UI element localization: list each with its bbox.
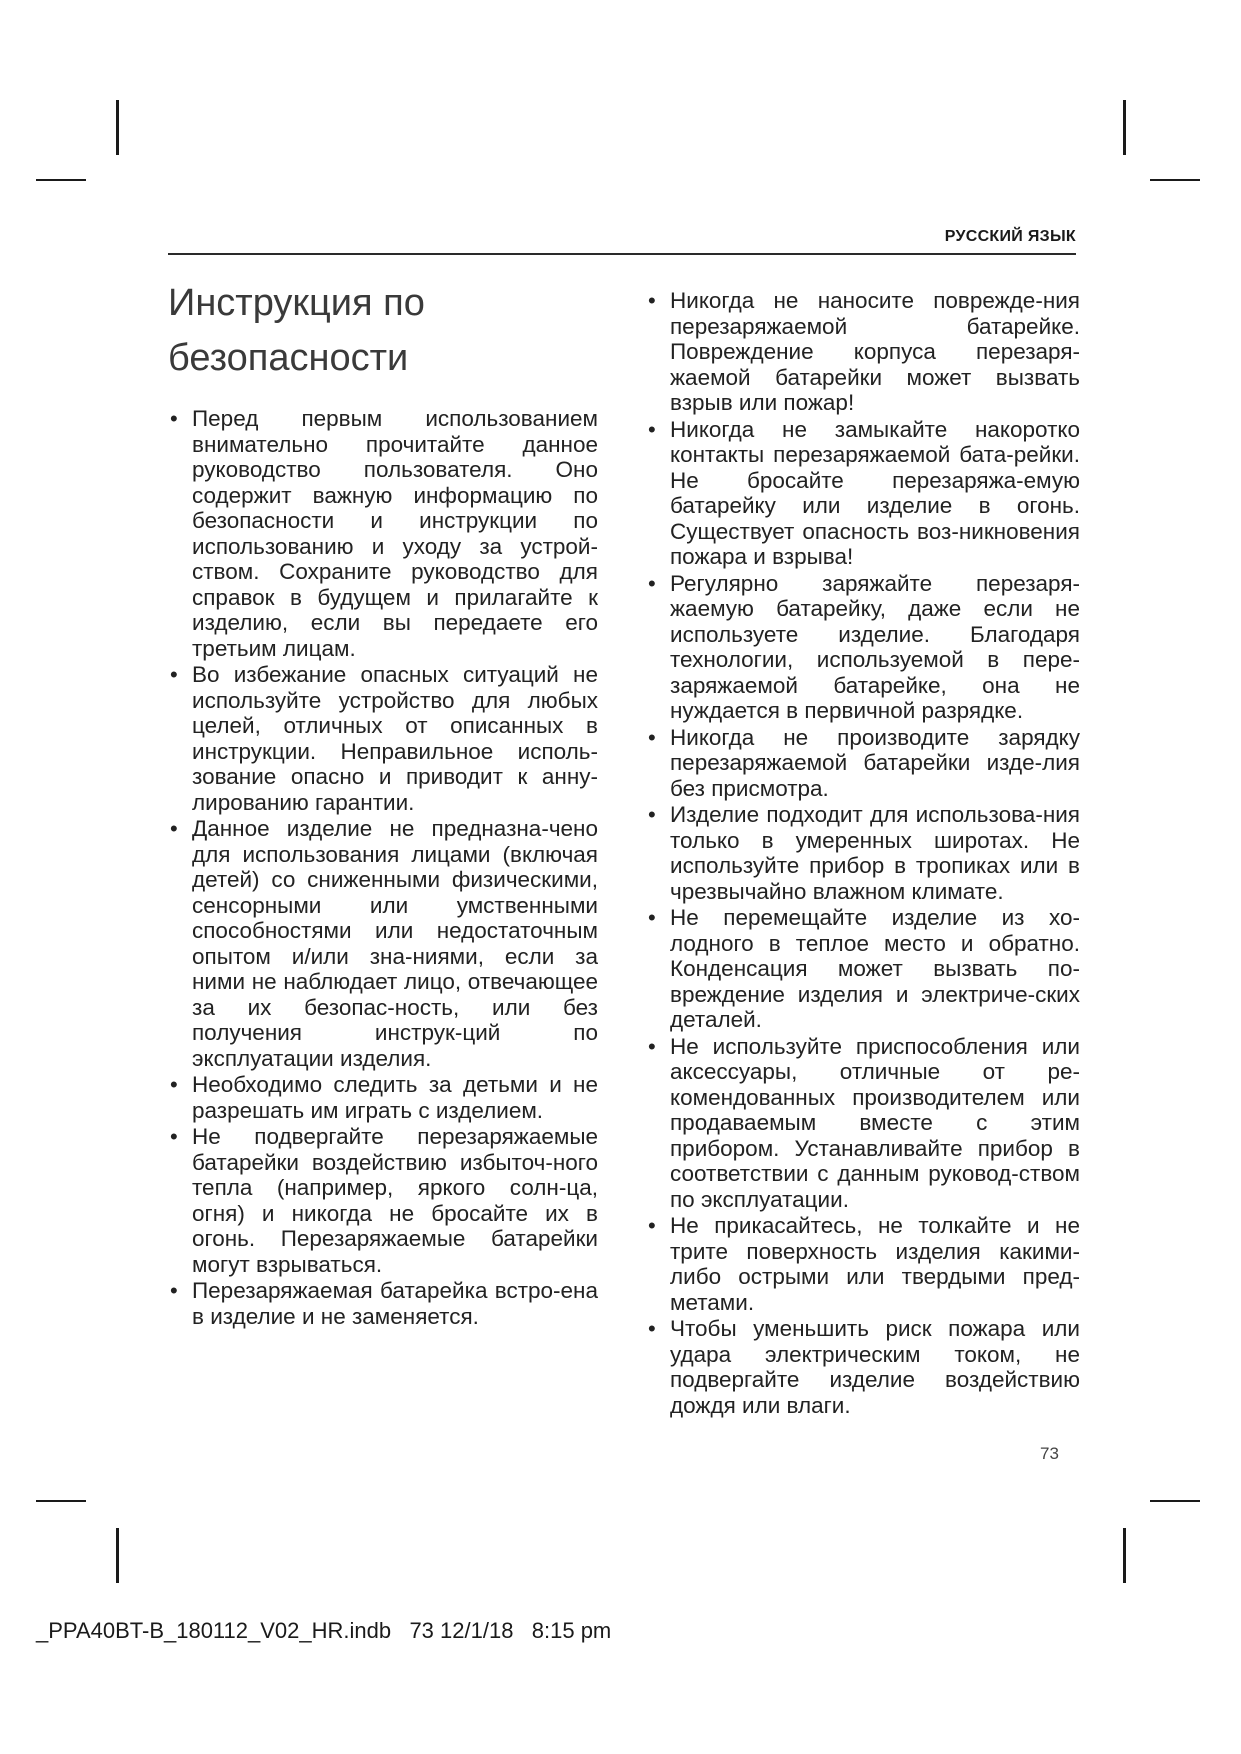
crop-mark-top-left-horizontal [36, 179, 86, 181]
crop-mark-bottom-left-horizontal [36, 1500, 86, 1502]
crop-mark-top-right-horizontal [1150, 179, 1200, 181]
list-item: • Не используйте приспособления или аксессуары, отличные от ре-комендованных производителем или продаваемым вместе с этим прибором. Устанавливайте прибор в соответствии с данным руковод-ством по эксплуатации. [648, 1034, 1080, 1213]
crop-mark-top-left-vertical [116, 100, 119, 155]
page-title-line-1: Инструкция по [168, 282, 425, 324]
list-item: • Никогда не производите зарядку перезаряжаемой батарейки изде-лия без присмотра. [648, 725, 1080, 802]
footer-print-slug: _PPA40BT-B_180112_V02_HR.indb 73 12/1/18 8:15 pm [36, 1618, 612, 1643]
crop-mark-bottom-left-vertical [116, 1528, 119, 1583]
left-column-safety-list [170, 406, 598, 1330]
list-item: • Необходимо следить за детьми и не разрешать им играть с изделием. [170, 1072, 598, 1123]
list-item: • Никогда не наносите поврежде-ния перезаряжаемой батарейке. Повреждение корпуса перезаря-жаемой батарейки может вызвать взрыв или пожар! [648, 288, 1080, 416]
list-item: • Перезаряжаемая батарейка встро-ена в изделие и не заменяется. [170, 1278, 598, 1329]
language-header [168, 228, 1076, 255]
list-item: • Во избежание опасных ситуаций не используйте устройство для любых целей, отличных от описанных в инструкции. Неправильное исполь-зование опасно и приводит к анну-лированию гарантии. [170, 662, 598, 815]
crop-mark-bottom-right-vertical [1123, 1528, 1126, 1583]
list-item: • Данное изделие не предназна-чено для использования лицами (включая детей) со сниженными физическими, сенсорными или умственными способностями или недостаточным опытом и/или зна-ниями, если за ними не наблюдает лицо, отвечающее за их безопас-ность, или без получения инструк-ций по эксплуатации изделия. [170, 816, 598, 1071]
crop-mark-top-right-vertical [1123, 100, 1126, 155]
language-label: РУССКИЙ ЯЗЫК [944, 228, 1076, 245]
page-title-line-2: безопасности [168, 337, 409, 379]
right-column-safety-list [648, 288, 1080, 1419]
page-title [168, 276, 598, 386]
list-item: • Регулярно заряжайте перезаря-жаемую батарейку, даже если не используете изделие. Благодаря технологии, используемой в пере-заряжаемой батарейке, она не нуждается в первичной разрядке. [648, 571, 1080, 724]
list-item: • Перед первым использованием внимательно прочитайте данное руководство пользователя. Оно содержит важную информацию по безопасности и инструкции по использованию и уходу за устрой-ством. Сохраните руководство для справок в будущем и прилагайте к изделию, если вы передаете его третьим лицам. [170, 406, 598, 661]
list-item: • Чтобы уменьшить риск пожара или удара электрическим током, не подвергайте изделие воздействию дождя или влаги. [648, 1316, 1080, 1418]
list-item: • Не перемещайте изделие из хо-лодного в теплое место и обратно. Конденсация может вызвать по-вреждение изделия и электриче-ских деталей. [648, 905, 1080, 1033]
crop-mark-bottom-right-horizontal [1150, 1500, 1200, 1502]
list-item: • Не прикасайтесь, не толкайте и не трите поверхность изделия какими-либо острыми или твердыми пред-метами. [648, 1213, 1080, 1315]
list-item: • Никогда не замыкайте накоротко контакты перезаряжаемой бата-рейки. Не бросайте перезаряжа-емую батарейку или изделие в огонь. Существует опасность воз-никновения пожара и взрыва! [648, 417, 1080, 570]
list-item: • Изделие подходит для использова-ния только в умеренных широтах. Не используйте прибор в тропиках или в чрезвычайно влажном климате. [648, 802, 1080, 904]
page-number: 73 [1040, 1444, 1059, 1463]
list-item: • Не подвергайте перезаряжаемые батарейки воздействию избыточ-ного тепла (например, яркого солн-ца, огня) и никогда не бросайте их в огонь. Перезаряжаемые батарейки могут взрываться. [170, 1124, 598, 1277]
